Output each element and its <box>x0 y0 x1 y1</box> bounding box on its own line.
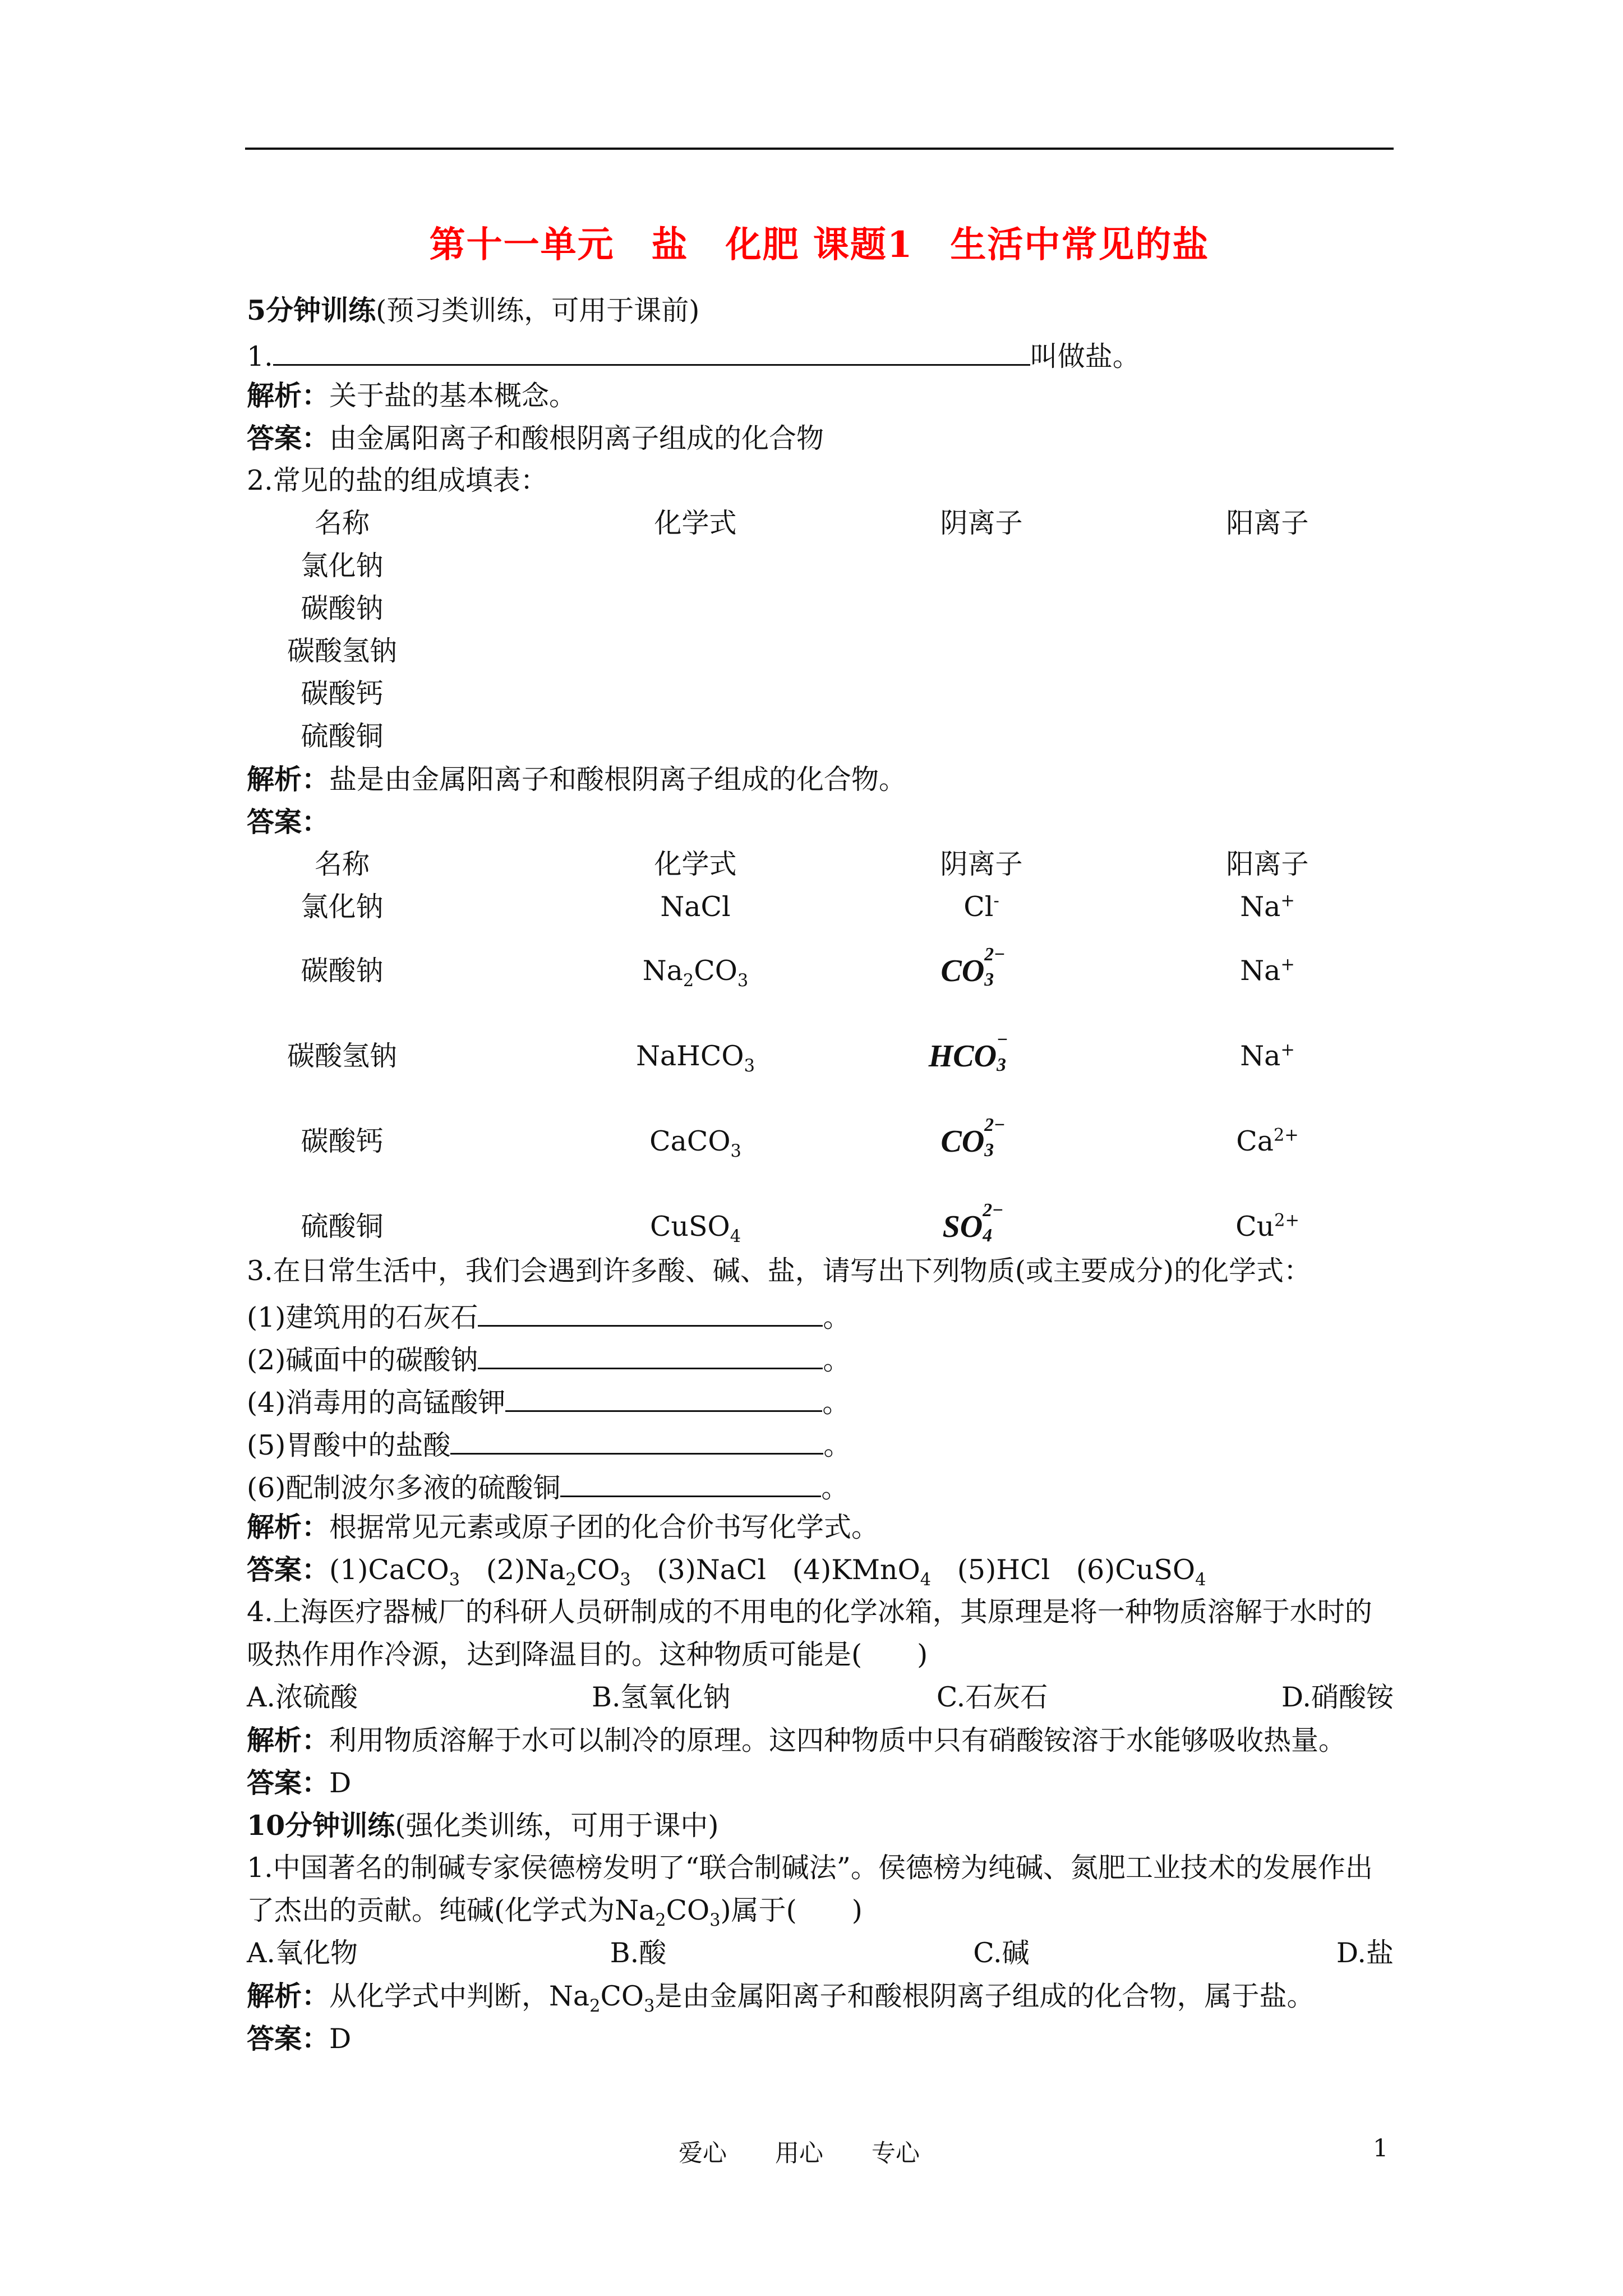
q3-item: (6)配制波尔多液的硫酸铜 。 <box>247 1463 1394 1506</box>
answer-3: 答案：(1)CaCO$_3$ $(2)Na_2CO_3$ (3)NaCl (4)KMnO$_4$ (5)HCl (6)CuSO$_4$ <box>247 1553 1206 1590</box>
answer-blank[interactable] <box>505 1378 822 1412</box>
answer-4: 答案：D <box>247 1766 352 1799</box>
answer-blank[interactable] <box>560 1463 821 1497</box>
analysis-2: 解析：盐是由金属阳离子和酸根阴离子组成的化合物。 <box>247 763 907 795</box>
option-d[interactable]: D.盐 <box>1336 1937 1394 1969</box>
answer-cation: $Cu^{2+}$ <box>1235 1211 1299 1243</box>
answer-formula: NaHCO$_3$ <box>636 1040 755 1076</box>
answer-formula: NaCl <box>660 891 731 923</box>
answer-salt-table: 名称 化学式 阴离子 阳离子 氯化钠 NaCl Cl- Na+ 碳酸钠 $Na_2CO_3$ CO 2− 3 Na+ 碳酸氢钠 NaHCO$_3$ HCO − 3 Na+ 碳酸钙 CaCO$_3$ CO 2− 3 $Ca^{2+}$ 硫酸铜 CuSO$_4$ SO 2− 4 $Cu^{2+}$ <box>247 843 1394 1250</box>
option-c[interactable]: C.石灰石 <box>936 1681 1048 1713</box>
answer-name: 碳酸钠 <box>301 955 384 987</box>
analysis-3: 解析：根据常见元素或原子团的化合价书写化学式。 <box>247 1511 879 1543</box>
answer-cation: Na+ <box>1240 1040 1295 1072</box>
option-a[interactable]: A.浓硫酸 <box>247 1681 358 1713</box>
q10-1-options <box>247 1932 1394 1975</box>
analysis-10-1: 解析：从化学式中判断，$Na_2CO_3$是由金属阳离子和酸根阴离子组成的化合物，属于盐。 <box>247 1980 1315 2016</box>
blank-salt-table: 名称 化学式 阴离子 阳离子 氯化钠 碳酸钠 碳酸氢钠 碳酸钙 硫酸铜 <box>287 507 1309 752</box>
answer-blank[interactable] <box>273 332 1030 366</box>
option-d[interactable]: D.硝酸铵 <box>1281 1681 1394 1713</box>
answer-cation: $Ca^{2+}$ <box>1236 1125 1299 1157</box>
analysis-1: 解析：关于盐的基本概念。 <box>247 379 577 412</box>
option-c[interactable]: C.碱 <box>973 1937 1030 1969</box>
answer-blank[interactable] <box>450 1420 823 1455</box>
answer-anion: CO 2− 3 <box>940 1115 1006 1161</box>
answer-name: 碳酸氢钠 <box>287 1040 397 1072</box>
answer-formula: CuSO$_4$ <box>649 1211 741 1246</box>
answer-formula: $Na_2CO_3$ <box>642 955 749 991</box>
page-number: 1 <box>1373 2134 1389 2162</box>
q3-item: (4)消毒用的高锰酸钾 。 <box>247 1378 1394 1420</box>
answer-1: 答案：由金属阳离子和酸根阴离子组成的化合物 <box>247 422 824 454</box>
answer-blank[interactable] <box>478 1292 823 1327</box>
page-title: 第十一单元 盐 化肥 课题1 生活中常见的盐 <box>429 224 1210 266</box>
question-3: 3.在日常生活中，我们会遇到许多酸、碱、盐，请写出下列物质(或主要成分)的化学式： <box>247 1255 1311 1287</box>
answer-cation: Na+ <box>1240 891 1295 923</box>
analysis-4: 解析：利用物质溶解于水可以制冷的原理。这四种物质中只有硝酸铵溶于水能够吸收热量。 <box>247 1724 1347 1756</box>
content <box>247 289 1394 2060</box>
q4-options <box>247 1676 1394 1719</box>
answer-name: 氯化钠 <box>301 891 384 923</box>
question-1: 1. 叫做盐。 <box>247 332 1394 374</box>
answer-formula: CaCO$_3$ <box>649 1125 741 1161</box>
section-heading-10min: 10分钟训练(强化类训练，可用于课中) <box>247 1809 719 1842</box>
question-2: 2.常见的盐的组成填表： <box>247 464 548 496</box>
section-heading-5min: 5分钟训练(预习类训练，可用于课前) <box>247 294 700 326</box>
q3-item: (1)建筑用的石灰石 。 <box>247 1292 1394 1335</box>
question-4: 4.上海医疗器械厂的科研人员研制成的不用电的化学冰箱，其原理是将一种物质溶解于水时的吸热作用作冷源，达到降温目的。这种物质可能是( ) <box>247 1596 1372 1671</box>
answer-10-1: 答案：D <box>247 2022 352 2055</box>
option-a[interactable]: A.氧化物 <box>247 1937 358 1969</box>
answer-blank[interactable] <box>478 1335 823 1369</box>
question-10-1: 1.中国著名的制碱专家侯德榜发明了“联合制碱法”。侯德榜为纯碱、氮肥工业技术的发展作出了杰出的贡献。纯碱(化学式为$Na_2CO_3$)属于( ) <box>247 1852 1373 1930</box>
answer-anion: CO 2− 3 <box>940 944 1006 990</box>
answer-anion: HCO − 3 <box>928 1029 1008 1075</box>
q3-item: (5)胃酸中的盐酸 。 <box>247 1420 1394 1463</box>
answer-cation: Na+ <box>1240 955 1295 987</box>
option-b[interactable]: B.酸 <box>610 1937 667 1969</box>
footer-motto: 爱心 用心 专心 <box>679 2139 920 2168</box>
answer-anion: Cl- <box>963 891 999 923</box>
answer-anion: SO 2− 4 <box>942 1200 1004 1246</box>
option-b[interactable]: B.氢氧化钠 <box>591 1681 731 1713</box>
header-rule <box>245 148 1394 150</box>
q3-item: (2)碱面中的碳酸钠 。 <box>247 1335 1394 1378</box>
answer-2-label: 答案： <box>247 806 330 838</box>
answer-name: 硫酸铜 <box>301 1211 384 1243</box>
answer-name: 碳酸钙 <box>301 1125 384 1157</box>
